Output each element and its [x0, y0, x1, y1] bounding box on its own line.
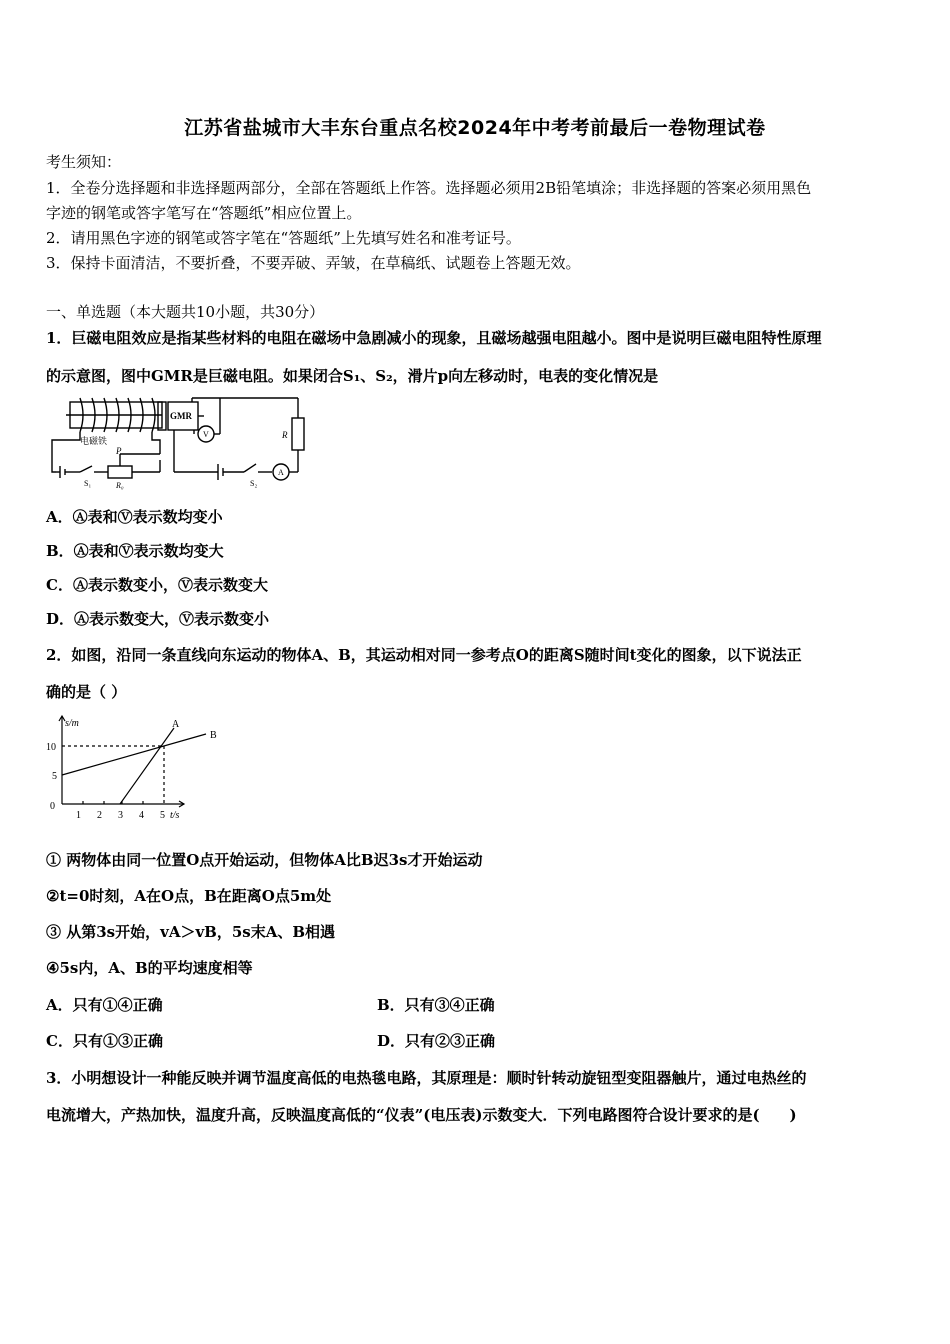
graph-ylabel: s/m — [65, 718, 79, 729]
switch-s2-label: S₂ — [250, 479, 258, 488]
graph-xtick-3: 3 — [118, 810, 123, 821]
switch-s1-label: S₁ — [84, 479, 92, 488]
slider-p-label: P — [116, 446, 122, 456]
question-3-text: 3．小明想设计一种能反映并调节温度高低的电热毯电路，其原理是：顺时针转动旋钮型变阻器触片，通过电热丝的 — [46, 1069, 807, 1087]
graph-ytick-10: 10 — [46, 742, 56, 753]
notice-heading: 考生须知： — [46, 153, 122, 171]
graph-xtick-1: 1 — [76, 810, 81, 821]
q1-option-b: B．Ⓐ表和Ⓥ表示数均变大 — [46, 542, 224, 560]
q2-option-b: B．只有③④正确 — [377, 996, 495, 1014]
graph-xlabel: t/s — [170, 810, 180, 821]
question-2-text: 2．如图，沿同一条直线向东运动的物体A、B，其运动相对同一参考点O的距离S随时间t变化的图象，以下说法正 — [46, 646, 802, 664]
notice-item: 字迹的钢笔或答字笔写在“答题纸”相应位置上。 — [46, 204, 362, 222]
rheostat-r0-label: R₀ — [116, 481, 124, 490]
line-a-label: A — [172, 719, 180, 730]
graph-xtick-4: 4 — [139, 810, 144, 821]
q2-option-c: C．只有①③正确 — [46, 1032, 163, 1050]
graph-xtick-2: 2 — [97, 810, 102, 821]
question-1-text: 的示意图，图中GMR是巨磁电阻。如果闭合S₁、S₂，滑片p向左移动时，电表的变化情况是 — [46, 367, 659, 385]
q2-option-d: D．只有②③正确 — [377, 1032, 496, 1050]
notice-item: 3．保持卡面清洁，不要折叠，不要弄破、弄皱，在草稿纸、试题卷上答题无效。 — [46, 254, 581, 272]
ammeter-symbol: A — [278, 468, 284, 477]
electromagnet-label: 电磁铁 — [80, 436, 108, 446]
question-1-text: 1．巨磁电阻效应是指某些材料的电阻在磁场中急剧减小的现象，且磁场越强电阻越小。图中是说明巨磁电阻特性原理 — [46, 329, 822, 347]
graph-origin: 0 — [50, 801, 55, 812]
notice-item: 1．全卷分选择题和非选择题两部分，全部在答题纸上作答。选择题必须用2B铅笔填涂；非选择题的答案必须用黑色 — [46, 179, 812, 197]
q1-option-d: D．Ⓐ表示数变大，Ⓥ表示数变小 — [46, 610, 270, 628]
question-3-text: 电流增大，产热加快，温度升高，反映温度高低的“仪表”(电压表)示数变大．下列电路图符合设计要求的是( ) — [46, 1106, 797, 1124]
question-2-text: 确的是（ ） — [46, 683, 127, 701]
q1-option-c: C．Ⓐ表示数变小，Ⓥ表示数变大 — [46, 576, 268, 594]
q1-option-a: A．Ⓐ表和Ⓥ表示数均变小 — [46, 508, 223, 526]
q2-statement: ③ 从第3s开始，vA＞vB，5s末A、B相遇 — [46, 923, 336, 941]
st-graph — [44, 712, 234, 824]
q2-statement: ④5s内，A、B的平均速度相等 — [46, 959, 253, 977]
q2-statement: ②t=0时刻，A在O点，B在距离O点5m处 — [46, 887, 332, 905]
gmr-label: GMR — [170, 411, 192, 421]
q2-statement: ① 两物体由同一位置O点开始运动，但物体A比B迟3s才开始运动 — [46, 851, 483, 869]
section-heading: 一、单选题（本大题共10小题，共30分） — [46, 303, 325, 321]
graph-xtick-5: 5 — [160, 810, 165, 821]
graph-ytick-5: 5 — [52, 771, 57, 782]
page-title: 江苏省盐城市大丰东台重点名校2024年中考考前最后一卷物理试卷 — [184, 117, 766, 139]
resistor-r-label: R — [282, 430, 288, 440]
notice-item: 2．请用黑色字迹的钢笔或答字笔在“答题纸”上先填写姓名和准考证号。 — [46, 229, 521, 247]
voltmeter-symbol: V — [203, 430, 209, 439]
line-b-label: B — [210, 730, 217, 741]
q2-option-a: A．只有①④正确 — [46, 996, 163, 1014]
gmr-circuit-diagram — [44, 394, 310, 490]
